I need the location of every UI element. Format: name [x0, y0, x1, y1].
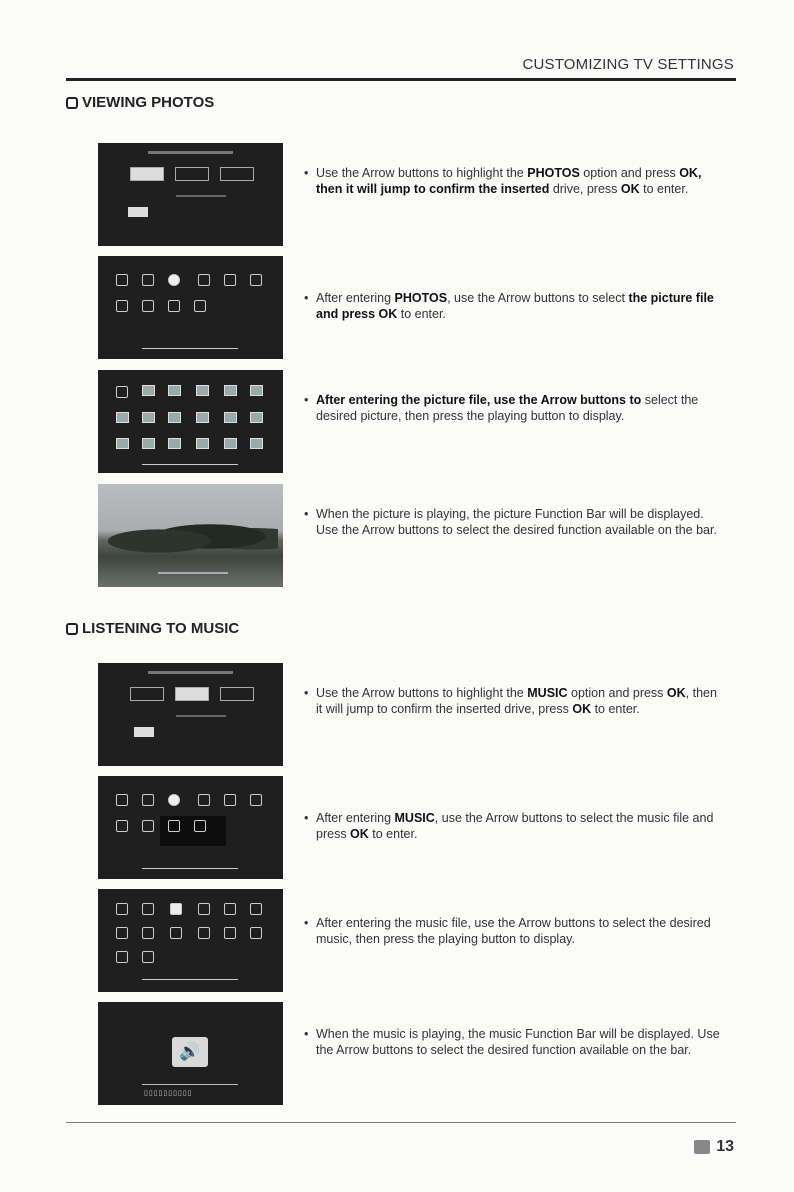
text-run: , then it will jump to confirm the inserted drive, press [316, 686, 717, 716]
text-run: select the desired picture, then press the playing button to display. [316, 393, 699, 423]
bold-text-run: OK [350, 827, 369, 841]
text-run: option and press [567, 686, 667, 700]
text-run: When the picture is playing, the picture Function Bar will be displayed. Use the Arrow buttons to select the desired function available on the bar. [316, 507, 717, 537]
step-music-1 [98, 663, 738, 768]
text-run: Use the Arrow buttons to highlight the [316, 166, 528, 180]
header-rule [66, 78, 736, 81]
text-run: , use the Arrow buttons to select [447, 291, 629, 305]
footer-rule [66, 1122, 736, 1123]
step-photos-1 [98, 143, 738, 248]
step-text: • After entering the music file, use the Arrow buttons to select the desired music, then press the playing button to display. [304, 916, 711, 946]
page-tab-icon [694, 1140, 710, 1154]
bold-text-run: OK [666, 686, 686, 700]
bold-text-run: OK [620, 182, 640, 196]
step-music-3 [98, 889, 738, 994]
screenshot-photo-playing [98, 484, 283, 587]
text-run: to enter. [397, 307, 446, 321]
bold-text-run: OK, then it will jump to confirm the inserted [316, 166, 702, 196]
text-run: After entering [316, 291, 395, 305]
text-run: to enter. [639, 182, 689, 196]
bold-text-run: PHOTOS [527, 166, 580, 180]
step-photos-2 [98, 256, 738, 361]
bold-text-run: PHOTOS [394, 291, 448, 305]
bold-text-run: OK [572, 702, 592, 716]
text-run: , use the Arrow buttons to select the music file and press [316, 811, 714, 841]
step-text: • Use the Arrow buttons to highlight the MUSIC option and press OK, then it will jump to confirm the inserted drive, press OK to enter. [304, 686, 717, 716]
section-heading-label: LISTENING TO MUSIC [82, 620, 240, 637]
bold-text-run: MUSIC [394, 811, 435, 825]
step-text: • Use the Arrow buttons to highlight the PHOTOS option and press OK, then it will jump to confirm the inserted drive, press OK to enter. [304, 166, 702, 196]
bold-text-run: After entering the picture file, use the Arrow buttons to [316, 393, 642, 407]
step-photos-3 [98, 370, 738, 475]
text-run: After entering the music file, use the Arrow buttons to select the desired music, then press the playing button to display. [316, 916, 711, 946]
bold-text-run: MUSIC [527, 686, 568, 700]
text-run: to enter. [368, 827, 418, 841]
page-number [694, 1138, 734, 1156]
section-heading-music [66, 620, 239, 637]
text-run: Use the Arrow buttons to highlight the [316, 686, 528, 700]
step-music-4 [98, 1002, 738, 1107]
checkbox-square-icon [66, 623, 78, 635]
text-run: option and press [579, 166, 680, 180]
screenshot-photo-thumbnails [98, 370, 283, 473]
section-heading-photos [66, 94, 214, 111]
step-photos-4 [98, 484, 738, 589]
text-run: to enter. [591, 702, 640, 716]
screenshot-music-file-list [98, 889, 283, 992]
screenshot-photo-folder-list [98, 256, 283, 359]
step-text: • After entering MUSIC, use the Arrow buttons to select the music file and press OK to enter. [304, 811, 714, 841]
step-text: • When the music is playing, the music Function Bar will be displayed. Use the Arrow buttons to select the desired function available on the bar. [304, 1027, 720, 1057]
step-music-2 [98, 776, 738, 881]
bold-text-run: the picture file and press OK [316, 291, 714, 321]
text-run: When the music is playing, the music Function Bar will be displayed. Use the Arrow buttons to select the desired function available on the bar. [316, 1027, 720, 1057]
text-run: drive, press [549, 182, 621, 196]
music-function-bar: ▯▯▯▯▯▯▯▯▯▯ [144, 1090, 193, 1097]
section-heading-label: VIEWING PHOTOS [82, 94, 215, 111]
step-text: • After entering PHOTOS, use the Arrow buttons to select the picture file and press OK to enter. [304, 291, 714, 321]
screenshot-music-folder-list [98, 776, 283, 879]
screenshot-music-playing [98, 1002, 283, 1105]
screenshot-media-menu-photos [98, 143, 283, 246]
page-number-label: 13 [716, 1138, 734, 1155]
step-text: • After entering the picture file, use the Arrow buttons to select the desired picture, then press the playing button to display. [304, 393, 699, 423]
text-run: After entering [316, 811, 395, 825]
step-text: • When the picture is playing, the picture Function Bar will be displayed. Use the Arrow buttons to select the desired function available on the bar. [304, 507, 717, 537]
page-header-title: CUSTOMIZING TV SETTINGS [522, 56, 734, 73]
screenshot-media-menu-music [98, 663, 283, 766]
speaker-icon: 🔊 [172, 1037, 208, 1067]
checkbox-square-icon [66, 97, 78, 109]
